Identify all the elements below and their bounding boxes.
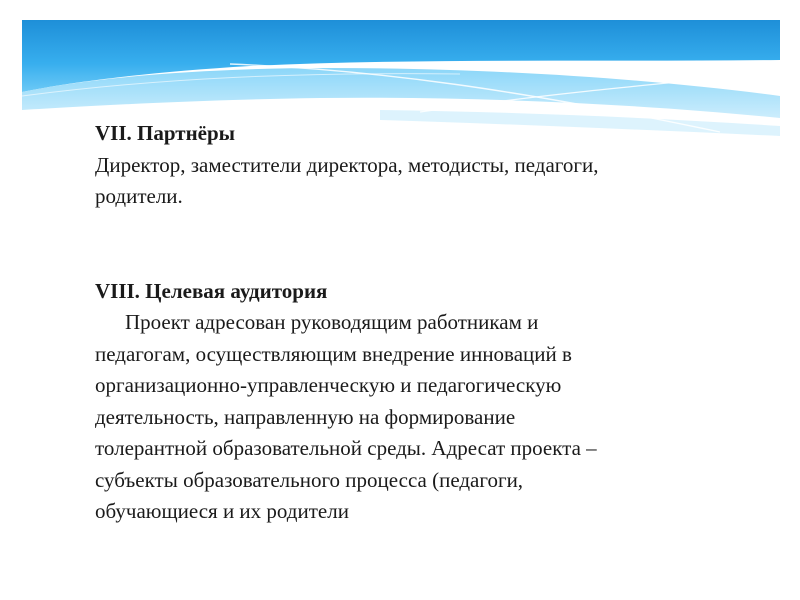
audience-line-6: субъекты образовательного процесса (педагоги, — [95, 467, 524, 492]
slide-content — [95, 118, 755, 528]
partners-heading: VII. Партнёры — [95, 121, 236, 145]
partners-section — [95, 118, 755, 213]
audience-heading: VIII. Целевая аудитория — [95, 278, 328, 303]
audience-line-5: толерантной образовательной среды. Адресат проекта – — [95, 436, 597, 460]
partners-line-1: Директор, заместители директора, методисты, педагоги, — [95, 152, 599, 177]
audience-section — [95, 276, 755, 528]
audience-line-3: организационно-управленческую и педагогическую — [95, 373, 562, 397]
audience-line-7: обучающиеся и их родители — [95, 499, 349, 523]
partners-line-2: родители. — [95, 184, 183, 208]
audience-line-2: педагогам, осуществляющим внедрение инноваций в — [95, 341, 572, 366]
audience-line-1: Проект адресован руководящим работникам и — [125, 310, 539, 334]
audience-line-4: деятельность, направленную на формирование — [95, 404, 516, 429]
